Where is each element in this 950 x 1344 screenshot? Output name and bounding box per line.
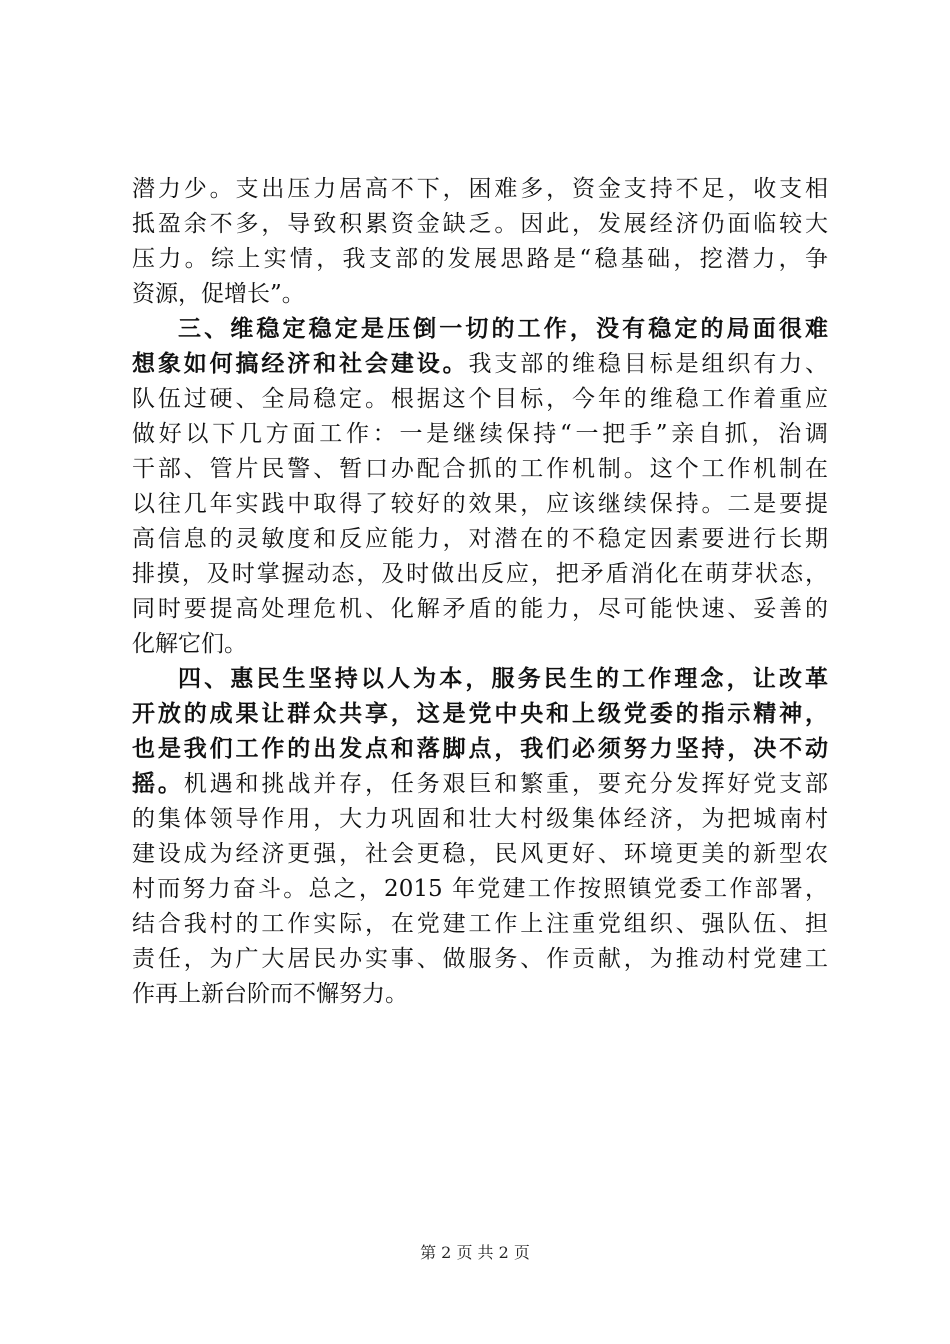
section-heading-line: [132, 767, 828, 802]
section-heading-line: [132, 697, 828, 732]
section-three-heading-cont: 想象如何搞经济和社会建设。: [132, 351, 469, 377]
text-line: [132, 452, 828, 487]
line-text: 化解它们。: [132, 631, 247, 657]
text-line: [132, 802, 828, 837]
section-four-heading-cont: 也是我们工作的出发点和落脚点，我们必须努力坚持，决不动: [132, 736, 828, 762]
text-line: [132, 242, 828, 277]
page-number-footer: 第 2 页 共 2 页: [420, 1243, 530, 1262]
section-four-heading-end: 摇。: [132, 771, 184, 797]
text-line: [132, 522, 828, 557]
line-text: 以往几年实践中取得了较好的效果，应该继续保持。二是要提: [132, 491, 828, 517]
section-heading-line: [132, 662, 828, 697]
line-text: 抵盈余不多，导致积累资金缺乏。因此，发展经济仍面临较大: [132, 211, 828, 237]
text-line: [132, 592, 828, 627]
text-line: [132, 907, 828, 942]
section-heading-line: [132, 312, 828, 347]
body-text: [132, 172, 828, 1012]
text-line: [132, 627, 828, 662]
section-heading-line: [132, 732, 828, 767]
line-text: 作再上新台阶而不懈努力。: [132, 981, 408, 1007]
text-line: [132, 207, 828, 242]
text-line: [132, 837, 828, 872]
text-line: [132, 977, 828, 1012]
line-text: 同时要提高处理危机、化解矛盾的能力，尽可能快速、妥善的: [132, 596, 828, 622]
line-text: 排摸，及时掌握动态，及时做出反应，把矛盾消化在萌芽状态，: [132, 561, 828, 587]
line-text: 我支部的维稳目标是组织有力、: [468, 351, 829, 377]
text-line: [132, 382, 828, 417]
line-text: 村而努力奋斗。总之，2015 年党建工作按照镇党委工作部署，: [132, 876, 828, 902]
text-line: [132, 417, 828, 452]
section-four-heading: 四、惠民生坚持以人为本，服务民生的工作理念，让改革: [178, 666, 828, 692]
line-text: 结合我村的工作实际，在党建工作上注重党组织、强队伍、担: [132, 911, 828, 937]
text-line: [132, 277, 828, 312]
text-line: [132, 172, 828, 207]
line-text: 压力。综上实情，我支部的发展思路是“稳基础，挖潜力，争: [132, 246, 828, 272]
line-text: 建设成为经济更强，社会更稳，民风更好、环境更美的新型农: [132, 841, 828, 867]
section-three-heading: 三、维稳定稳定是压倒一切的工作，没有稳定的局面很难: [178, 316, 828, 342]
line-text: 高信息的灵敏度和反应能力，对潜在的不稳定因素要进行长期: [132, 526, 828, 552]
line-text: 做好以下几方面工作：一是继续保持“一把手”亲自抓，治调: [132, 421, 828, 447]
line-text: 队伍过硬、全局稳定。根据这个目标，今年的维稳工作着重应: [132, 386, 828, 412]
line-text: 潜力少。支出压力居高不下，困难多，资金支持不足，收支相: [132, 176, 828, 202]
text-line: [132, 487, 828, 522]
section-heading-line: [132, 347, 828, 382]
line-text: 干部、管片民警、暂口办配合抓的工作机制。这个工作机制在: [132, 456, 828, 482]
text-line: [132, 557, 828, 592]
text-line: [132, 942, 828, 977]
section-four-heading-cont: 开放的成果让群众共享，这是党中央和上级党委的指示精神，: [132, 701, 828, 727]
line-text: 机遇和挑战并存，任务艰巨和繁重，要充分发挥好党支部: [183, 771, 829, 797]
line-text: 资源，促增长”。: [132, 281, 305, 307]
text-line: [132, 872, 828, 907]
line-text: 的集体领导作用，大力巩固和壮大村级集体经济，为把城南村: [132, 806, 828, 832]
line-text: 责任，为广大居民办实事、做服务、作贡献，为推动村党建工: [132, 946, 828, 972]
